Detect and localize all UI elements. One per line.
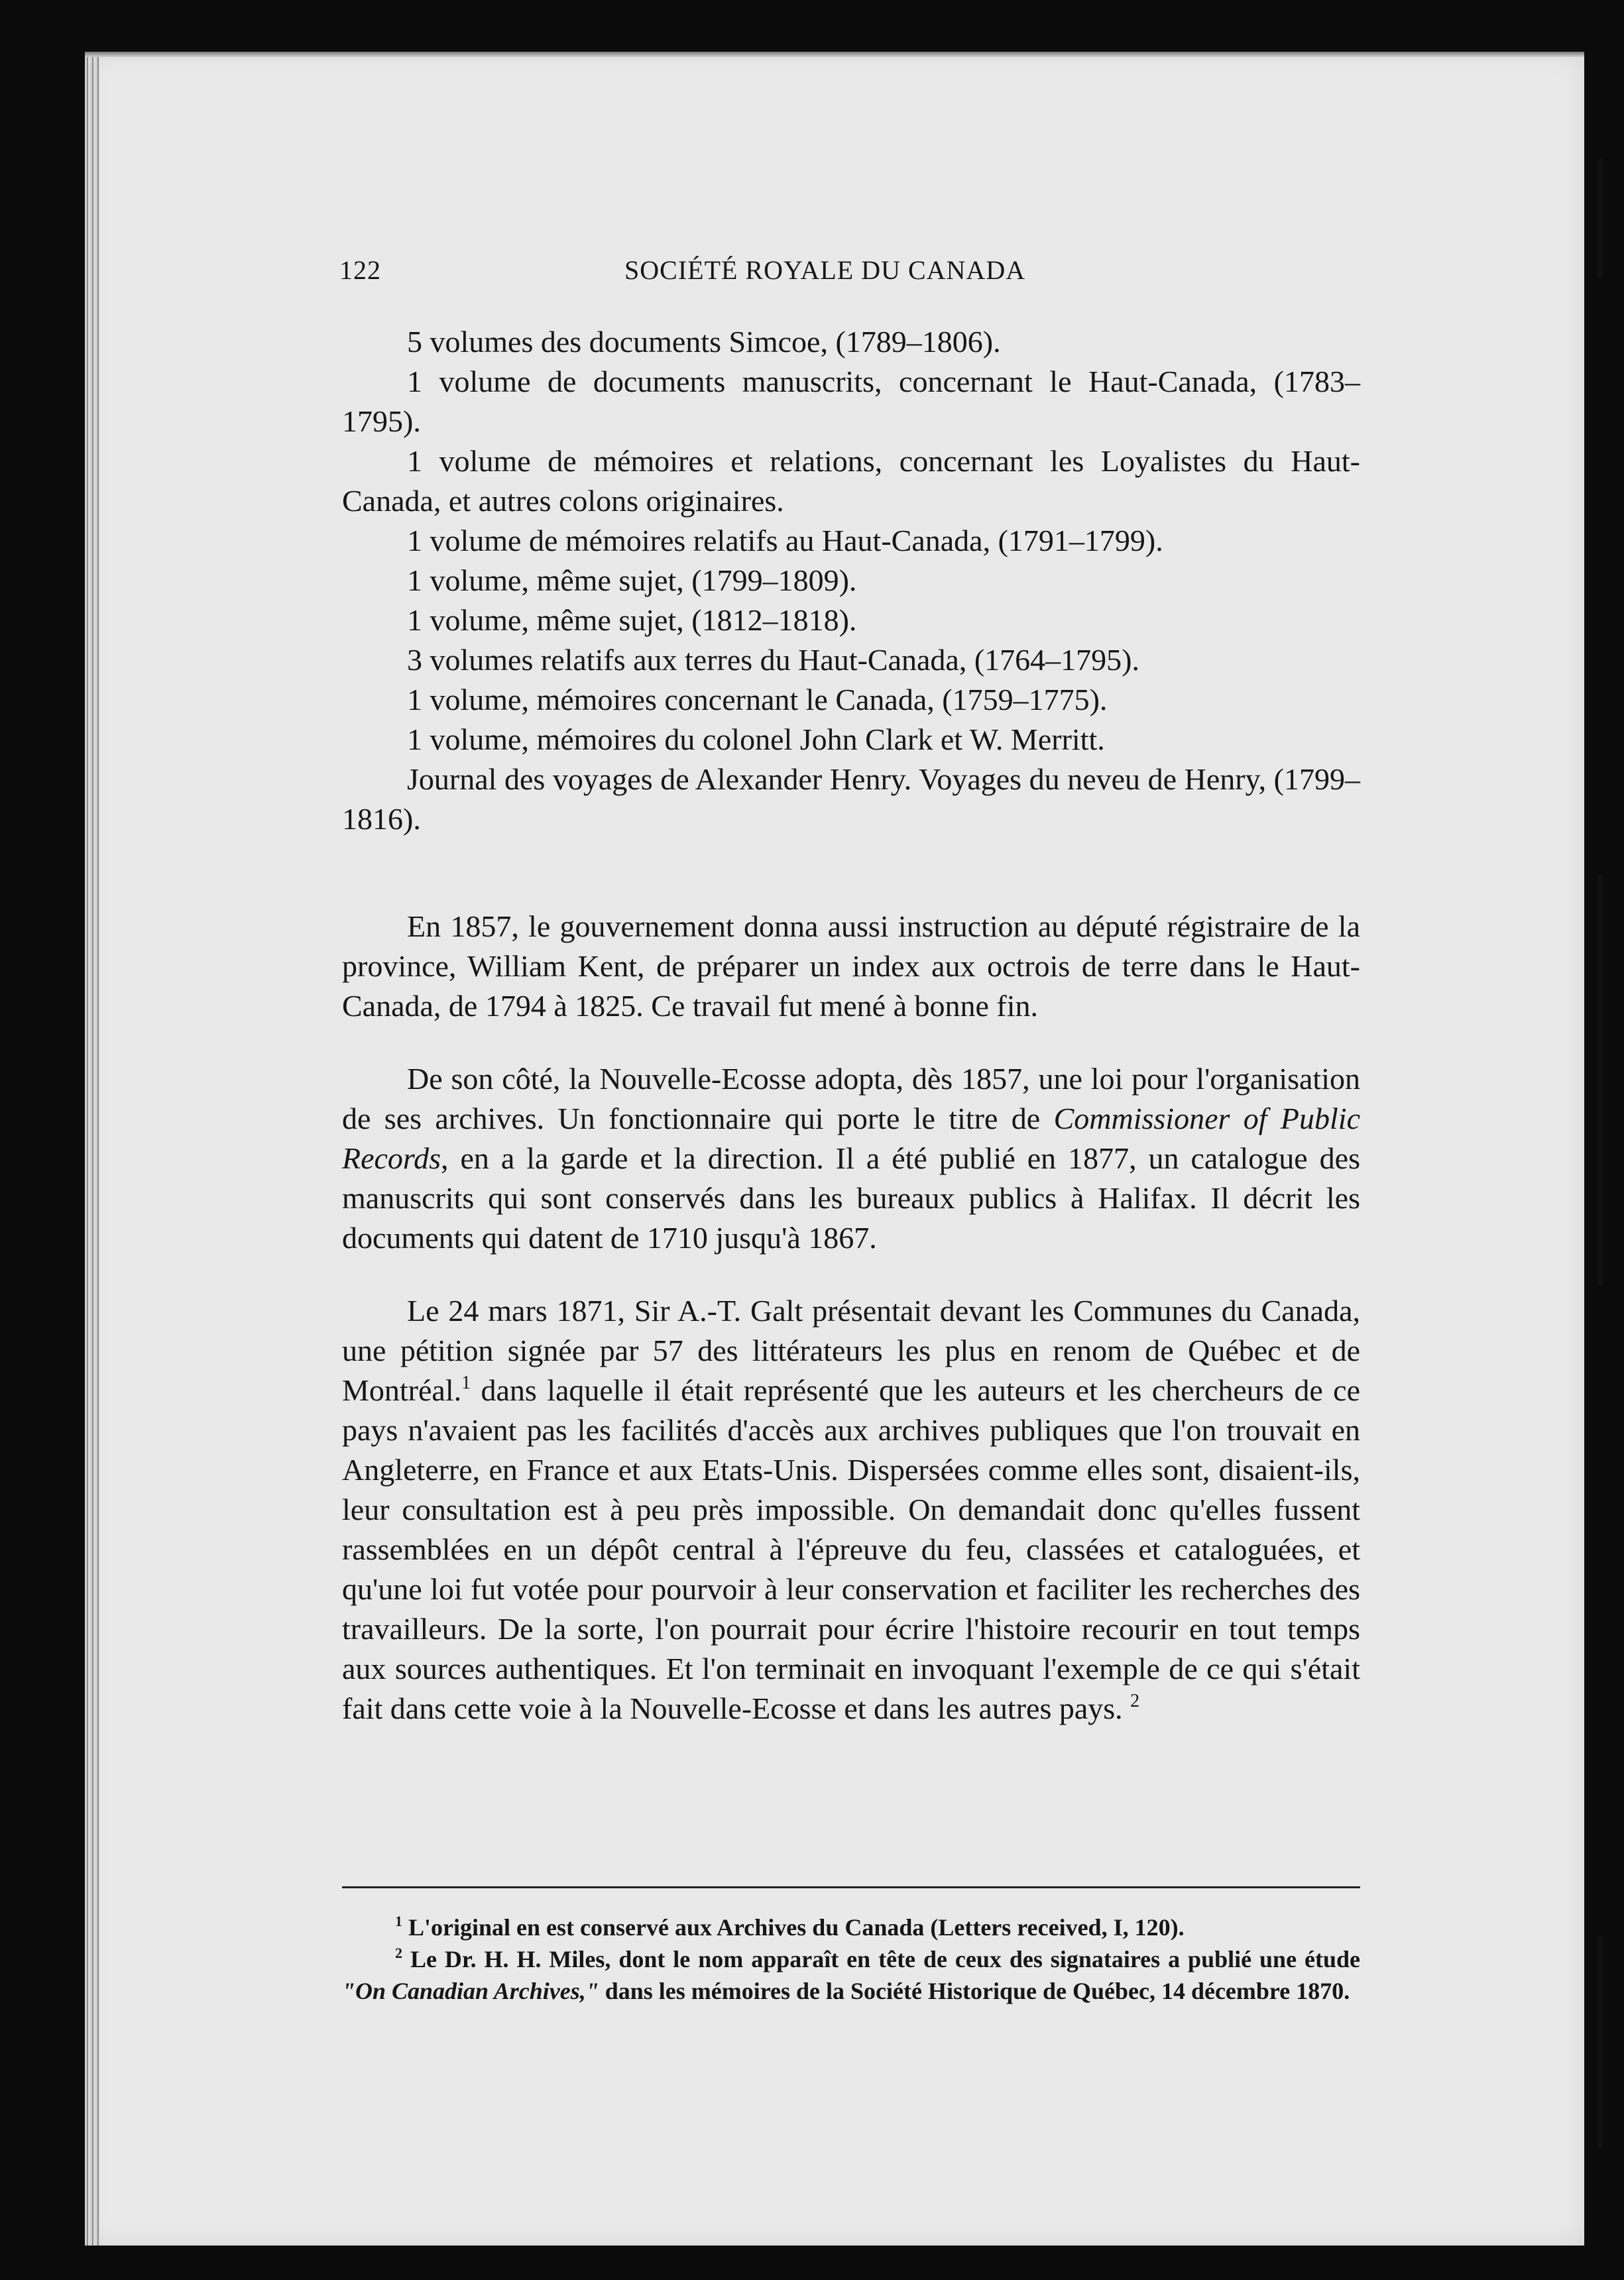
footnote-mark: 1 [395,1913,402,1929]
list-item: Journal des voyages de Alexander Henry. Voyages du neveu de Henry, (1799–1816). [342,762,1360,836]
list-item: 1 volume, mémoires concernant le Canada, (1759–1775). [407,683,1108,716]
italic-title: Commissioner of Public Records [342,1102,1360,1175]
list-item: 1 volume de documents manuscrits, concernant le Haut-Canada, (1783–1795). [342,365,1360,438]
scan-edge-mark [1597,159,1603,278]
list-item: 1 volume de mémoires et relations, concernant les Loyalistes du Haut-Canada, et autres colons originaires. [342,444,1360,518]
paragraph-1857-index: En 1857, le gouvernement donna aussi instruction au député régistraire de la province, William Kent, de préparer un index aux octrois de terre dans le Haut-Canada, de 1794 à 1825. Ce travail fut mené à bonne fin. [342,909,1360,1023]
footnote-mark: 2 [395,1945,402,1961]
page-number: 122 [339,255,381,285]
footnote-ref: 1 [461,1373,471,1393]
volume-list [342,322,1360,839]
list-item: 1 volume, même sujet, (1812–1818). [407,603,857,637]
footnote-ref: 2 [1130,1691,1140,1711]
footnote-2: $^2$ Le Dr. H. H. Miles, dont le nom apparaît en tête de ceux des signataires a publié une étude "On Canadian Archives," dans les mémoires de la Société Historique de Québec, 14 décembre 1870. [342,1945,1360,2004]
page-top-edge [85,52,1584,57]
scan-border [1584,52,1624,2246]
scan-edge-mark [1597,875,1603,1286]
page-binding-edge [85,52,99,2246]
footnotes [342,1911,1360,2007]
list-item: 1 volume, même sujet, (1799–1809). [407,563,857,597]
footnote-1: $^1$ L'original en est conservé aux Archives du Canada (Letters received, I, 120). [395,1913,1185,1941]
paragraph-petition-1871: Le 24 mars 1871, Sir A.-T. Galt présentait devant les Communes du Canada, une pétition signée par 57 des littérateurs les plus en renom de Québec et de Montréal.$^1$ dans laquelle il était représenté que les auteurs et les chercheurs de ce pays n'avaient pas les facilités d'accès aux archives publiques que l'on trouvait en Angleterre, en France et aux Etats-Unis. Dispersées comme elles sont, disaient-ils, leur consultation est à peu près impossible. On demandait donc qu'elles fussent rassemblées en un dépôt central à l'épreuve du feu, classées et cataloguées, et qu'une loi fut votée pour pourvoir à leur conservation et faciliter les recherches des travailleurs. De la sorte, l'on pourrait pour écrire l'histoire recourir en tout temps aux sources authentiques. Et l'on terminait en invoquant l'exemple de ce qui s'était fait dans cette voie à la Nouvelle-Ecosse et dans les autres pays. $^2$ [342,1294,1360,1725]
list-item: 1 volume de mémoires relatifs au Haut-Canada, (1791–1799). [407,524,1163,557]
paragraph-nova-scotia: De son côté, la Nouvelle-Ecosse adopta, dès 1857, une loi pour l'organisation de ses archives. Un fonctionnaire qui porte le titre de Commissioner of Public Records, en a la garde et la direction. Il a été publié en 1877, un catalogue des manuscrits qui sont conservés dans les bureaux publics à Halifax. Il décrit les documents qui datent de 1710 jusqu'à 1867. [342,1062,1360,1255]
main-text [342,322,1360,1729]
page-header [339,255,1360,288]
list-item: 3 volumes relatifs aux terres du Haut-Canada, (1764–1795). [407,643,1139,677]
footnote-divider [342,1886,1360,1888]
italic-title: "On Canadian Archives," [342,1978,599,2004]
scan-edge-mark [1597,1935,1603,2147]
running-head: SOCIÉTÉ ROYALE DU CANADA [624,255,1026,285]
list-item: 1 volume, mémoires du colonel John Clark et W. Merritt. [407,722,1105,756]
list-item: 5 volumes des documents Simcoe, (1789–1806). [407,325,1001,359]
